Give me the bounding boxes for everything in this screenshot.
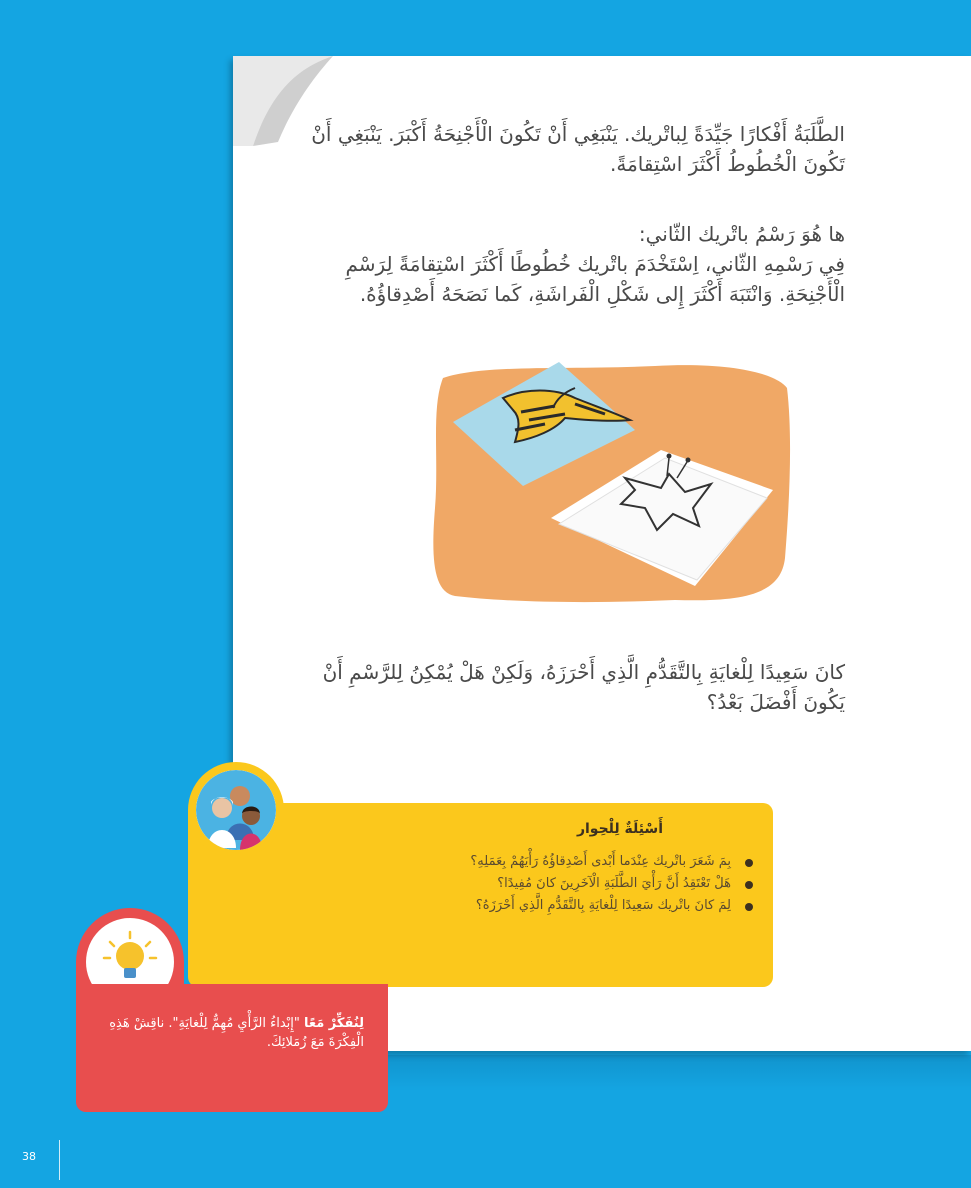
discussion-question: هَلْ تَعْتَقِدُ أَنَّ رَأْيَ الطَّلَبَةِ الْآخَرِينَ كانَ مُفِيدًا؟ [233,873,753,895]
page-shadow [370,1055,971,1091]
paragraph-second-drawing-heading: ها هُوَ رَسْمُ باتْريك الثّاني: [638,222,845,246]
discussion-question: لِمَ كانَ باتْريك سَعِيدًا لِلْغايَةِ بِالتَّقَدُّمِ الَّذِي أَحْرَزَهُ؟ [233,895,753,917]
think-box [76,984,388,1112]
top-band [0,0,971,56]
think-body: "إِبْداءُ الرَّأْيِ مُهِمٌّ لِلْغايَةِ". ناقِشْ هَذِهِ الْفِكْرَةَ مَعَ زُمَلائِكَ. [109,1016,364,1050]
paragraph-second-drawing-body: فِي رَسْمِهِ الثّاني، اِسْتَخْدَمَ باتْريك خُطُوطًا أَكْثَرَ اسْتِقامَةً لِرَسْمِ الْأَجْنِحَةِ. وَانْتَبَهَ أَكْثَرَ إِلى شَكْلِ الْفَراشَةِ، كَما نَصَحَهُ أَصْدِقاؤُهُ. [345,252,845,306]
butterfly-illustration [425,358,793,608]
think-tab [76,908,184,988]
paragraph-second-drawing [285,219,845,309]
think-text [76,1014,364,1052]
page-number: 38 [22,1150,36,1163]
discussion-title: أَسْئِلَةٌ لِلْحِوار [576,821,663,837]
paragraph-feedback: الطَّلَبَةُ أَفْكارًا جَيِّدَةً لِباتْريك. يَنْبَغِي أَنْ تَكُونَ الْأَجْنِحَةُ أَكْبَرَ. يَنْبَغِي أَنْ تَكُونَ الْخُطُوطُ أَكْثَرَ اسْتِقامَةً. [311,122,845,176]
paragraph-question: كانَ سَعِيدًا لِلْغايَةِ بِالتَّقَدُّمِ الَّذِي أَحْرَزَهُ، وَلَكِنْ هَلْ يُمْكِنُ لِلرَّسْمِ أَنْ يَكُونَ أَفْضَلَ بَعْدُ؟ [322,660,845,714]
page-number-divider [59,1140,60,1180]
discussion-badge [188,762,284,858]
discussion-question: بِمَ شَعَرَ باتْريك عِنْدَما أَبْدى أَصْدِقاؤُهُ رَأْيَهُمْ بِعَمَلِهِ؟ [233,851,753,873]
people-icon [196,770,276,850]
discussion-list [233,851,753,917]
think-label: لِنُفَكِّرْ مَعًا [304,1016,364,1031]
